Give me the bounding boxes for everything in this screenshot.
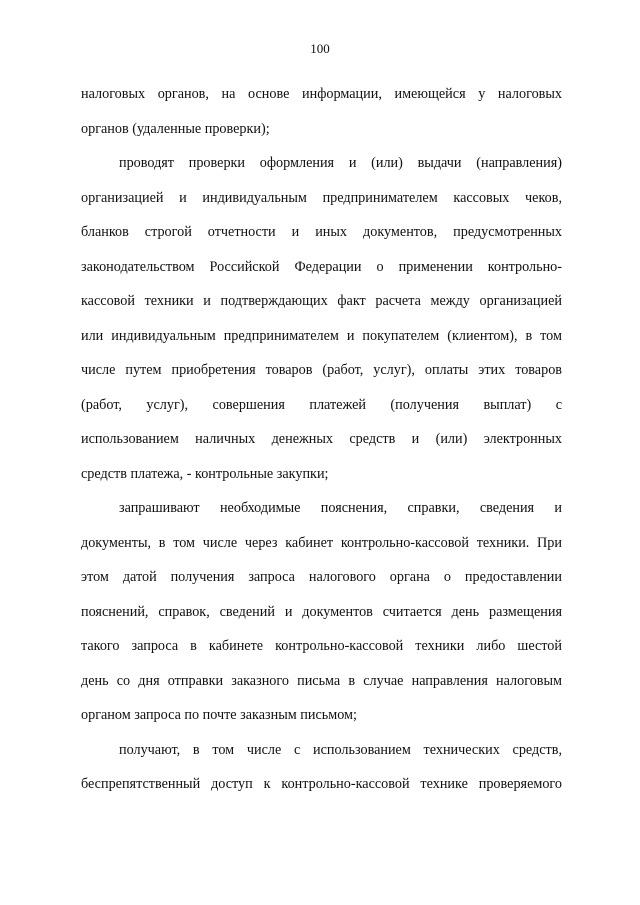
- paragraph-remote-checks: [81, 77, 562, 146]
- text-line: органом запроса по почте заказным письмом;: [81, 707, 357, 723]
- text-line: органов (удаленные проверки);: [81, 120, 270, 137]
- text-line: организацией и индивидуальным предпринимателем кассовых чеков,: [81, 189, 562, 206]
- text-line: проводят проверки оформления и (или) выдачи (направления): [119, 155, 562, 171]
- paragraph-control-purchases: [81, 146, 562, 491]
- text-line: запрашивают необходимые пояснения, справки, сведения и: [119, 500, 562, 516]
- text-line: числе путем приобретения товаров (работ, услуг), оплаты этих товаров: [81, 362, 562, 378]
- text-line: пояснений, справок, сведений и документов считается день размещения: [81, 603, 562, 620]
- text-line: средств платежа, - контрольные закупки;: [81, 465, 329, 482]
- text-line: день со дня отправки заказного письма в случае направления налоговым: [81, 672, 562, 689]
- text-line: (работ, услуг), совершения платежей (получения выплат) с: [81, 396, 562, 413]
- text-line: кассовой техники и подтверждающих факт расчета между организацией: [81, 293, 562, 309]
- text-line: документы, в том числе через кабинет контрольно-кассовой техники. При: [81, 534, 562, 551]
- text-line: налоговых органов, на основе информации, имеющейся у налоговых: [81, 86, 562, 102]
- text-line: или индивидуальным предпринимателем и покупателем (клиентом), в том: [81, 327, 562, 344]
- text-line: этом датой получения запроса налогового органа о предоставлении: [81, 569, 562, 585]
- paragraph-requests: [81, 491, 562, 733]
- text-line: беспрепятственный доступ к контрольно-кассовой технике проверяемого: [81, 776, 562, 792]
- text-line: бланков строгой отчетности и иных документов, предусмотренных: [81, 224, 562, 240]
- paragraph-access: [81, 733, 562, 802]
- text-line: использованием наличных денежных средств и (или) электронных: [81, 431, 562, 447]
- text-line: получают, в том числе с использованием технических средств,: [119, 741, 562, 758]
- page-number: 100: [310, 41, 330, 56]
- text-line: законодательством Российской Федерации о применении контрольно-: [81, 258, 562, 275]
- document-body: [81, 77, 562, 802]
- text-line: такого запроса в кабинете контрольно-кассовой техники либо шестой: [81, 638, 562, 654]
